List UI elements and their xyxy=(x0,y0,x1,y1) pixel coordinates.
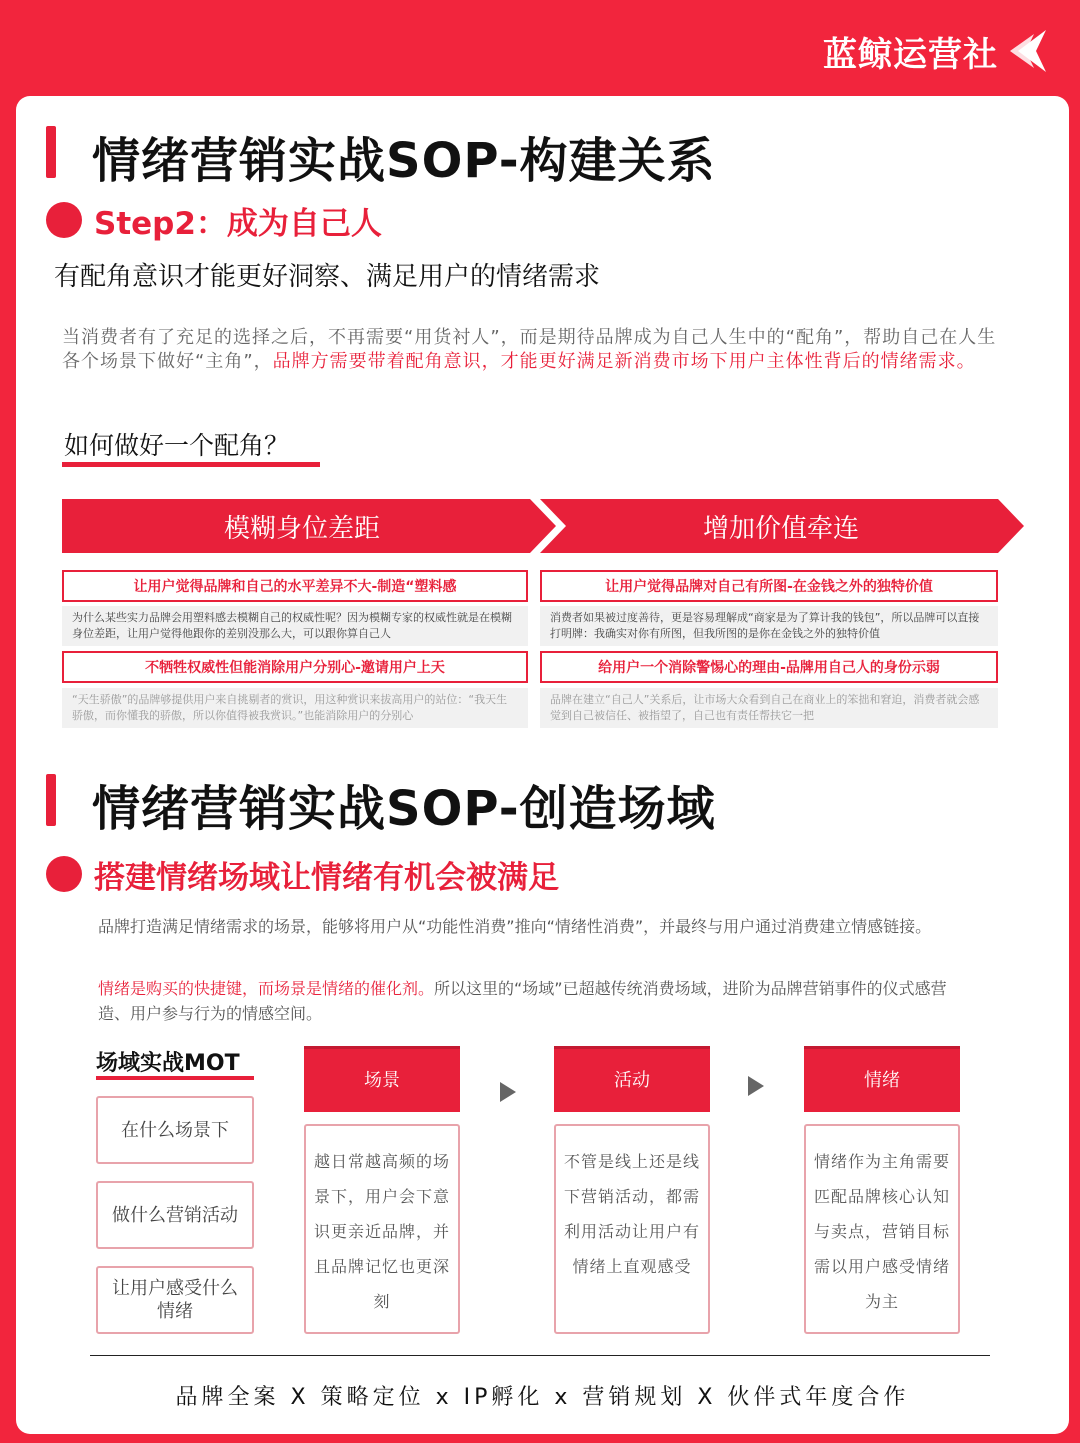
play-arrow-icon xyxy=(500,1082,516,1102)
section2-step: 搭建情绪场域让情绪有机会被满足 xyxy=(94,860,559,896)
section2-title-bar xyxy=(46,774,56,826)
para-highlight: 品牌方需要带着配角意识，才能更好满足新消费市场下用户主体性背后的情绪需求。 xyxy=(272,351,976,372)
whale-tail-logo-icon xyxy=(1006,26,1050,76)
play-arrow-icon xyxy=(748,1076,764,1096)
right-item1-title: 让用户觉得品牌对自己有所图-在金钱之外的独特价值 xyxy=(540,570,998,602)
left-item2-title: 不牺牲权威性但能消除用户分别心-邀请用户上天 xyxy=(62,651,528,683)
section2-step-dot xyxy=(46,856,82,892)
section2-title: 情绪营销实战SOP-创造场域 xyxy=(92,781,716,837)
left-item1-title: 让用户觉得品牌和自己的水平差异不大-制造“塑料感 xyxy=(62,570,528,602)
section1-title-bar xyxy=(46,126,56,178)
section1-step: Step2：成为自己人 xyxy=(94,206,382,242)
mot-title: 场域实战MOT xyxy=(96,1051,240,1076)
section1-title: 情绪营销实战SOP-构建关系 xyxy=(92,133,716,189)
footer-services: 品牌全案 X 策略定位 x IP孵化 x 营销规划 X 伙伴式年度合作 xyxy=(175,1385,910,1410)
banner-right-label: 增加价值牵连 xyxy=(702,513,859,544)
section1-paragraph xyxy=(62,326,1012,374)
para2-highlight: 情绪是购买的快捷键，而场景是情绪的催化剂。 xyxy=(98,979,435,998)
mot-box-2: 做什么营销活动 xyxy=(96,1181,254,1249)
question-title: 如何做好一个配角？ xyxy=(64,431,290,460)
left-item2-note: “天生骄傲”的品牌够提供用户来自挑剔者的赏识，用这种赏识来拔高用户的站位：“我天生骄傲，而你懂我的骄傲，所以你值得被我赏识。”也能消除用户的分别心 xyxy=(62,688,528,728)
section1-step-dot xyxy=(46,202,82,238)
right-item1-note: 消费者如果被过度善待，更是容易理解成“商家是为了算计我的钱包”，所以品牌可以直接打明牌：我确实对你有所图，但我所图的是你在金钱之外的独特价值 xyxy=(540,606,998,646)
column-head-activity: 活动 xyxy=(554,1046,710,1112)
section2-paragraph1: 品牌打造满足情绪需求的场景，能够将用户从“功能性消费”推向“情绪性消费”，并最终与用户通过消费建立情感链接。 xyxy=(98,917,932,936)
mot-underline xyxy=(96,1076,254,1080)
right-item2-title: 给用户一个消除警惕心的理由-品牌用自己人的身份示弱 xyxy=(540,651,998,683)
mot-box-1: 在什么场景下 xyxy=(96,1096,254,1164)
banner-left-label: 模糊身位差距 xyxy=(223,513,380,544)
brand-name: 蓝鲸运营社 xyxy=(823,34,998,75)
column-body-emotion: 情绪作为主角需要匹配品牌核心认知与卖点，营销目标需以用户感受情绪为主 xyxy=(804,1124,960,1334)
column-head-scene: 场景 xyxy=(304,1046,460,1112)
column-body-activity: 不管是线上还是线下营销活动，都需利用活动让用户有情绪上直观感受 xyxy=(554,1124,710,1334)
brand-header xyxy=(823,26,1050,76)
left-item1-note: 为什么某些实力品牌会用塑料感去模糊自己的权威性呢？因为模糊专家的权威性就是在模糊身位差距，让用户觉得他跟你的差别没那么大，可以跟你算自己人 xyxy=(62,606,528,646)
footer-rule xyxy=(90,1355,990,1356)
column-body-scene: 越日常越高频的场景下，用户会下意识更亲近品牌，并且品牌记忆也更深刻 xyxy=(304,1124,460,1334)
section1-subtitle: 有配角意识才能更好洞察、满足用户的情绪需求 xyxy=(54,262,601,292)
question-underline xyxy=(62,462,320,467)
mot-box-3: 让用户感受什么情绪 xyxy=(96,1266,254,1334)
para2-plain: 所以这里的“场域”已超越传统消费场域，进阶为品牌营销事件的仪式感营造、用户参与行为的情感空间。 xyxy=(98,979,947,1023)
right-item2-note: 品牌在建立“自己人”关系后，让市场大众看到自己在商业上的笨拙和窘迫，消费者就会感觉到自己被信任、被指望了，自己也有责任帮扶它一把 xyxy=(540,688,998,728)
column-head-emotion: 情绪 xyxy=(804,1046,960,1112)
para-plain: 当消费者有了充足的选择之后，不再需要“用货衬人”，而是期待品牌成为自己人生中的“配角”，帮助自己在人生各个场景下做好“主角”， xyxy=(62,327,997,372)
section2-paragraph2 xyxy=(98,976,968,1026)
content-card xyxy=(16,96,1069,1434)
